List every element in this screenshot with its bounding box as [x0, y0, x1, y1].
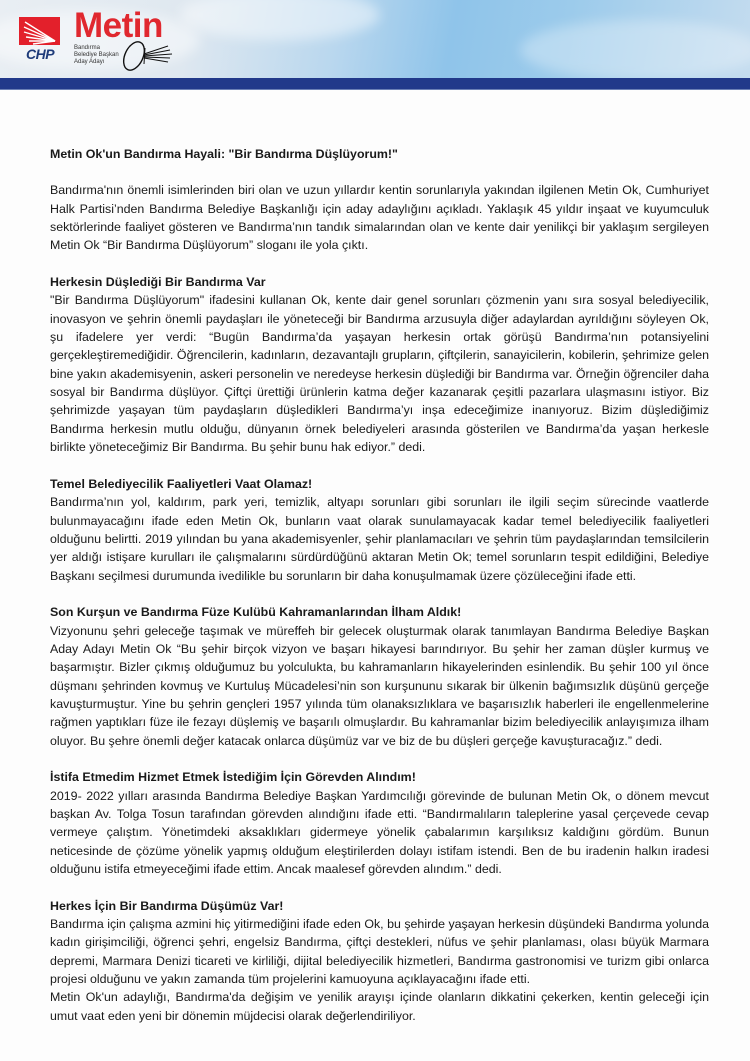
section-paragraph: Bandırma’nın yol, kaldırım, park yeri, temizlik, altyapı sorunları gibi sorunları ile ilgili seçim sürecinde vaatlerde bulunmayacağını ifade eden Metin Ok, bunların vaat olarak sunulamayacak kadar temel belediyecilik faaliyetleri olduğunu belirtti. 2019 yılından bu yana akademisyenler, şehir planlamacıları ve şehrin tüm paydaşlarından temsilcilerin yer aldığı istişare kurulları ile çalışmalarını sürdürdüğünü aktaran Metin Ok; temel sorunların tespit edildiğini, Belediye Başkanı seçilmesi durumunda ivedilikle bu sorunların bir daha konuşulmamak üzere çözüleceğini ifade etti.: [50, 495, 709, 583]
section-herkes-icin: [50, 897, 709, 1025]
document-body: [50, 145, 709, 1025]
header-banner: [0, 0, 750, 78]
section-heading: Temel Belediyecilik Faaliyetleri Vaat Olamaz!: [50, 476, 313, 491]
intro-paragraph: Bandırma'nın önemli isimlerinden biri olan ve uzun yıllardır kentin sorunlarıyla yakından ilgilenen Metin Ok, Cumhuriyet Halk Partisi’nden Bandırma Belediye Başkanlığı için aday adaylığını açıkladı. Yaklaşık 45 yıldır inşaat ve kuyumculuk sektörlerinde faaliyet gösteren ve Bandırma’nın tandık simalarından olan ve kente dair yenilikçi bir yaklaşım sergileyen Metin Ok “Bir Bandırma Düşlüyorum” sloganı ile yola çıktı.: [50, 183, 709, 253]
section-paragraph: 2019- 2022 yılları arasında Bandırma Belediye Başkan Yardımcılığı görevinde de bulunan Metin Ok, o dönem mevcut başkan Av. Tolga Tosun tarafından görevden alındığını ifade etti. “Bandırmalıların taleplerine yasal çerçevede cevap vermeye çalıştım. Yönetimdeki aksaklıkları gidermeye yönelik çabalarımın karşılıksız kaldığını gördüm. Bunun neticesinde de çözüme yönelik yapmış olduğum eleştirilerden dolayı istifam istendi. Ben de bu iradenin halkın iradesi olduğunu istifa etmeyeceğimi ifade ettim. Ancak maalesef görevden alındım.” dedi.: [50, 788, 709, 877]
chp-logo-text: CHP: [25, 46, 55, 62]
chp-logo: [19, 17, 61, 63]
brand-subtitle: [74, 45, 119, 66]
section-paragraph: "Bir Bandırma Düşlüyorum" ifadesini kullanan Ok, kente dair genel sorunları çözmenin yanı sıra sosyal belediyecilik, inovasyon ve şehrin önemli paydaşları ile yöneteceği bir Bandırma arzusuyla diğer adaylardan ayrıldığını söyleyen Ok, şu ifadelere yer verdi: “Bugün Bandırma’da yaşayan herkesin ortak görüşü Bandırma’nın potansiyelini gerçekleştiremediğidir. Öğrencilerin, kadınların, dezavantajlı grupların, çiftçilerin, sanayicilerin, kobilerin, şehrimize gelen bine yakın akademisyenin, askeri personelin ve neredeyse herkesin düşlediği bir Bandırma var. Örneğin öğrenciler daha sosyal bir Bandırma düşlüyor. Çiftçi ürettiği ürünlerin katma değer kazanarak çeşitli pazarlara ulaşmasını istiyor. Biz şehrimizde yaşayan tüm paydaşların düşledikleri Bandırma’yı inşa edeceğimize inanıyoruz. Bizim düşlediğimiz Bandırma herkesin mutlu olduğu, dünyanın örnek belediyeleri arasında gösterilen ve Bandırma’da yaşan herkesle birlikte yöneteceğimiz Bir Bandırma. Bu şehir bunu hak ediyor.” dedi.: [50, 293, 709, 455]
ok-signature-icon: [118, 36, 176, 72]
section-son-kursun: [50, 603, 709, 750]
section-heading: Herkes İçin Bir Bandırma Düşümüz Var!: [50, 898, 284, 913]
chp-six-arrows-icon: [19, 17, 60, 45]
brand-name: Metin: [74, 6, 163, 45]
document-title: Metin Ok'un Bandırma Hayali: "Bir Bandırma Düşlüyorum!": [50, 147, 398, 161]
section-temel-belediyecilik: [50, 475, 709, 585]
subtitle-line: Belediye Başkan: [74, 52, 119, 58]
subtitle-line: Bandırma: [74, 45, 101, 51]
section-heading: Son Kurşun ve Bandırma Füze Kulübü Kahramanlarından İlham Aldık!: [50, 605, 462, 620]
section-istifa-etmedim: [50, 768, 709, 878]
section-paragraph: Bandırma için çalışma azmini hiç yitirmediğini ifade eden Ok, bu şehirde yaşayan herkesin düşündeki Bandırma yolunda kadın girişimciliği, öğrenci şehri, engelsiz Bandırma, çiftçi destekleri, nüfus ve şehir planlaması, olası büyük Marmara depremi, Marmara Denizi ticareti ve kirliliği, dijital belediyecilik hizmetleri, Bandırma gastronomisi ve turizm gibi onlarca projesi olduğunu ve yakın zamanda tüm projelerini kamuoyuna açıklayacağını ifade etti.: [50, 917, 709, 987]
subtitle-line: Aday Adayı: [74, 59, 105, 65]
section-herkesin-dusledigi: [50, 273, 709, 456]
section-heading: İstifa Etmedim Hizmet Etmek İstediğim İçin Görevden Alındım!: [50, 770, 416, 785]
section-paragraph: Metin Ok'un adaylığı, Bandırma'da değişim ve yenilik arayışı içinde olanların dikkatini çekerken, kentin geleceği için umut vaat eden yeni bir dönemin müjdecisi olarak değerlendiriliyor.: [50, 990, 709, 1023]
section-heading: Herkesin Düşlediği Bir Bandırma Var: [50, 275, 266, 290]
section-paragraph: Vizyonunu şehri geleceğe taşımak ve müreffeh bir gelecek oluşturmak olarak tanımlayan Bandırma Belediye Başkan Aday Adayı Metin Ok “Bu şehir birçok vizyon ve başarı hikayesi barındırıyor. Bu şehir her zaman düşler kurmuş ve başarmıştır. Bizler çıkmış olduğumuz bu yolculukta, bu kahramanların hikayelerinden esinlendik. Bu şehir 100 yıl önce düşmanı şehrinden kovmuş ve Kurtuluş Mücadelesi’nin son kurşununu sıkarak bir ülkenin bağımsızlık düşünü gerçeğe kavuşturmuştur. Yine bu şehrin gençleri 1957 yılında tüm olanaksızlıklara ve başarısızlık haberleri ile engellenmelerine rağmen yaptıkları füze ile fezayı düşlemiş ve başarılı olmuşlardır. Bu kahramanlar bizim belediyecilik anlayışımıza ilham oluyor. Bu şehre önemli değer katacak onlarca düşümüz var ve biz de bu düşleri gerçeğe kavuşturacağız.” dedi.: [50, 623, 709, 748]
header-divider-bar: [0, 78, 750, 90]
